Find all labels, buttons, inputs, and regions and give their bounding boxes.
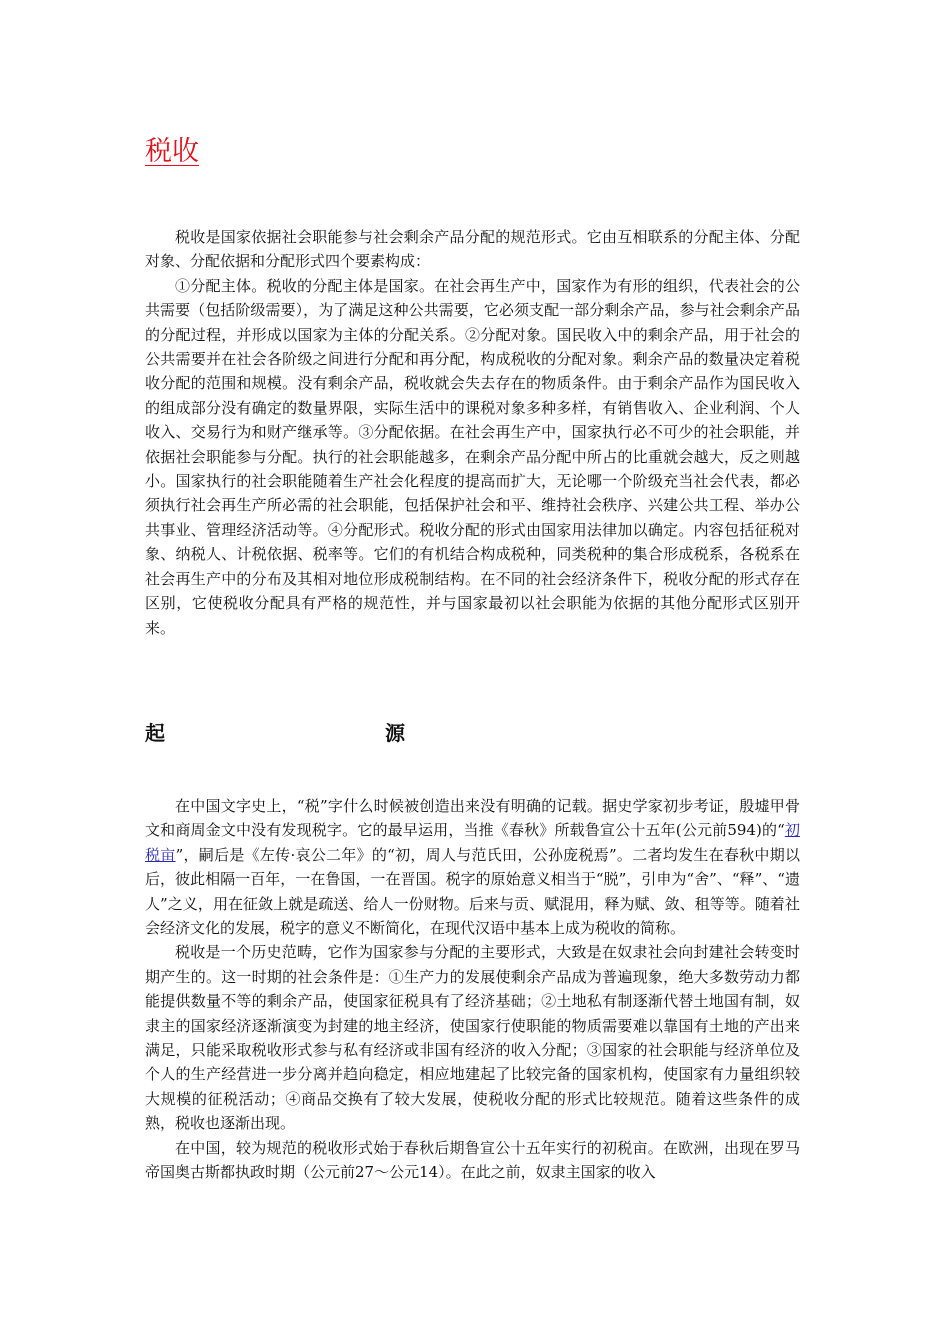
origin-heading bbox=[145, 719, 405, 747]
intro-paragraph-2: ①分配主体。税收的分配主体是国家。在社会再生产中，国家作为有形的组织，代表社会的公共需要（包括阶级需要），为了满足这种公共需要，它必须支配一部分剩余产品，参与社会剩余产品的分配过程，并形成以国家为主体的分配关系。②分配对象。国民收入中的剩余产品，用于社会的公共需要并在社会各阶级之间进行分配和再分配，构成税收的分配对象。剩余产品的数量决定着税收分配的范围和规模。没有剩余产品，税收就会失去存在的物质条件。由于剩余产品作为国民收入的组成部分没有确定的数量界限，实际生活中的课税对象多种多样，有销售收入、企业利润、个人收入、交易行为和财产继承等。③分配依据。在社会再生产中，国家执行必不可少的社会职能，并依据社会职能参与分配。执行的社会职能越多，在剩余产品分配中所占的比重就会越大，反之则越小。国家执行的社会职能随着生产社会化程度的提高而扩大，无论哪一个阶级充当社会代表，都必须执行社会再生产所必需的社会职能，包括保护社会和平、维持社会秩序、兴建公共工程、举办公共事业、管理经济活动等。④分配形式。税收分配的形式由国家用法律加以确定。内容包括征税对象、纳税人、计税依据、税率等。它们的有机结合构成税种，同类税种的集合形成税系，各税系在社会再生产中的分布及其相对地位形成税制结构。在不同的社会经济条件下，税收分配的形式存在区别，它使税收分配具有严格的规范性，并与国家最初以社会职能为依据的其他分配形式区别开来。 bbox=[145, 276, 800, 637]
origin-paragraph-1 bbox=[145, 794, 800, 940]
intro-paragraph-1: 税收是国家依据社会职能参与社会剩余产品分配的规范形式。它由互相联系的分配主体、分配对象、分配依据和分配形式四个要素构成： bbox=[145, 228, 800, 271]
origin-heading-char-1: 起 bbox=[145, 721, 165, 745]
origin-p1-text-before: 在中国文字史上，“税”字什么时候被创造出来没有明确的记载。据史学家初步考证，殷墟甲骨文和商周金文中没有发现税字。它的最早运用，当推《春秋》所载鲁宣公十五年(公元前594)的“ bbox=[145, 797, 800, 840]
origin-paragraph-2: 税收是一个历史范畴，它作为国家参与分配的主要形式，大致是在奴隶社会向封建社会转变时期产生的。这一时期的社会条件是：①生产力的发展使剩余产品成为普遍现象，绝大多数劳动力都能提供数量不等的剩余产品，使国家征税具有了经济基础；②土地私有制逐渐代替土地国有制，奴隶主的国家经济逐渐演变为封建的地主经济，使国家行使职能的物质需要难以靠国有土地的产出来满足，只能采取税收形式参与私有经济或非国有经济的收入分配；③国家的社会职能与经济单位及个人的生产经营进一步分离并趋向稳定，相应地建起了比较完备的国家机构，使国家有力量组织较大规模的征税活动；④商品交换有了较大发展，使税收分配的形式比较规范。随着这些条件的成熟，税收也逐渐出现。 bbox=[145, 943, 800, 1133]
origin-paragraph-3: 在中国，较为规范的税收形式始于春秋后期鲁宣公十五年实行的初税亩。在欧洲，出现在罗马帝国奥古斯都执政时期（公元前27～公元14）。在此之前，奴隶主国家的收入 bbox=[145, 1138, 800, 1182]
document-title[interactable]: 税收 bbox=[145, 136, 199, 167]
origin-heading-char-2: 源 bbox=[385, 721, 405, 745]
intro-section bbox=[145, 225, 800, 640]
origin-p1-text-after: ”，嗣后是《左传·哀公二年》的“初，周人与范氏田，公孙庞税焉”。二者均发生在春秋中期以后，彼此相隔一百年，一在鲁国，一在晋国。税字的原始意义相当于“脱”，引申为“舍”、“释”、“遗人”之义，用在征敛上就是疏送、给人一份财物。后来与贡、赋混用，释为赋、敛、租等等。随着社会经济文化的发展，税字的意义不断简化，在现代汉语中基本上成为税收的简称。 bbox=[145, 845, 800, 938]
origin-section bbox=[145, 794, 800, 1185]
chushuimu-link[interactable]: 初税亩 bbox=[145, 821, 800, 864]
